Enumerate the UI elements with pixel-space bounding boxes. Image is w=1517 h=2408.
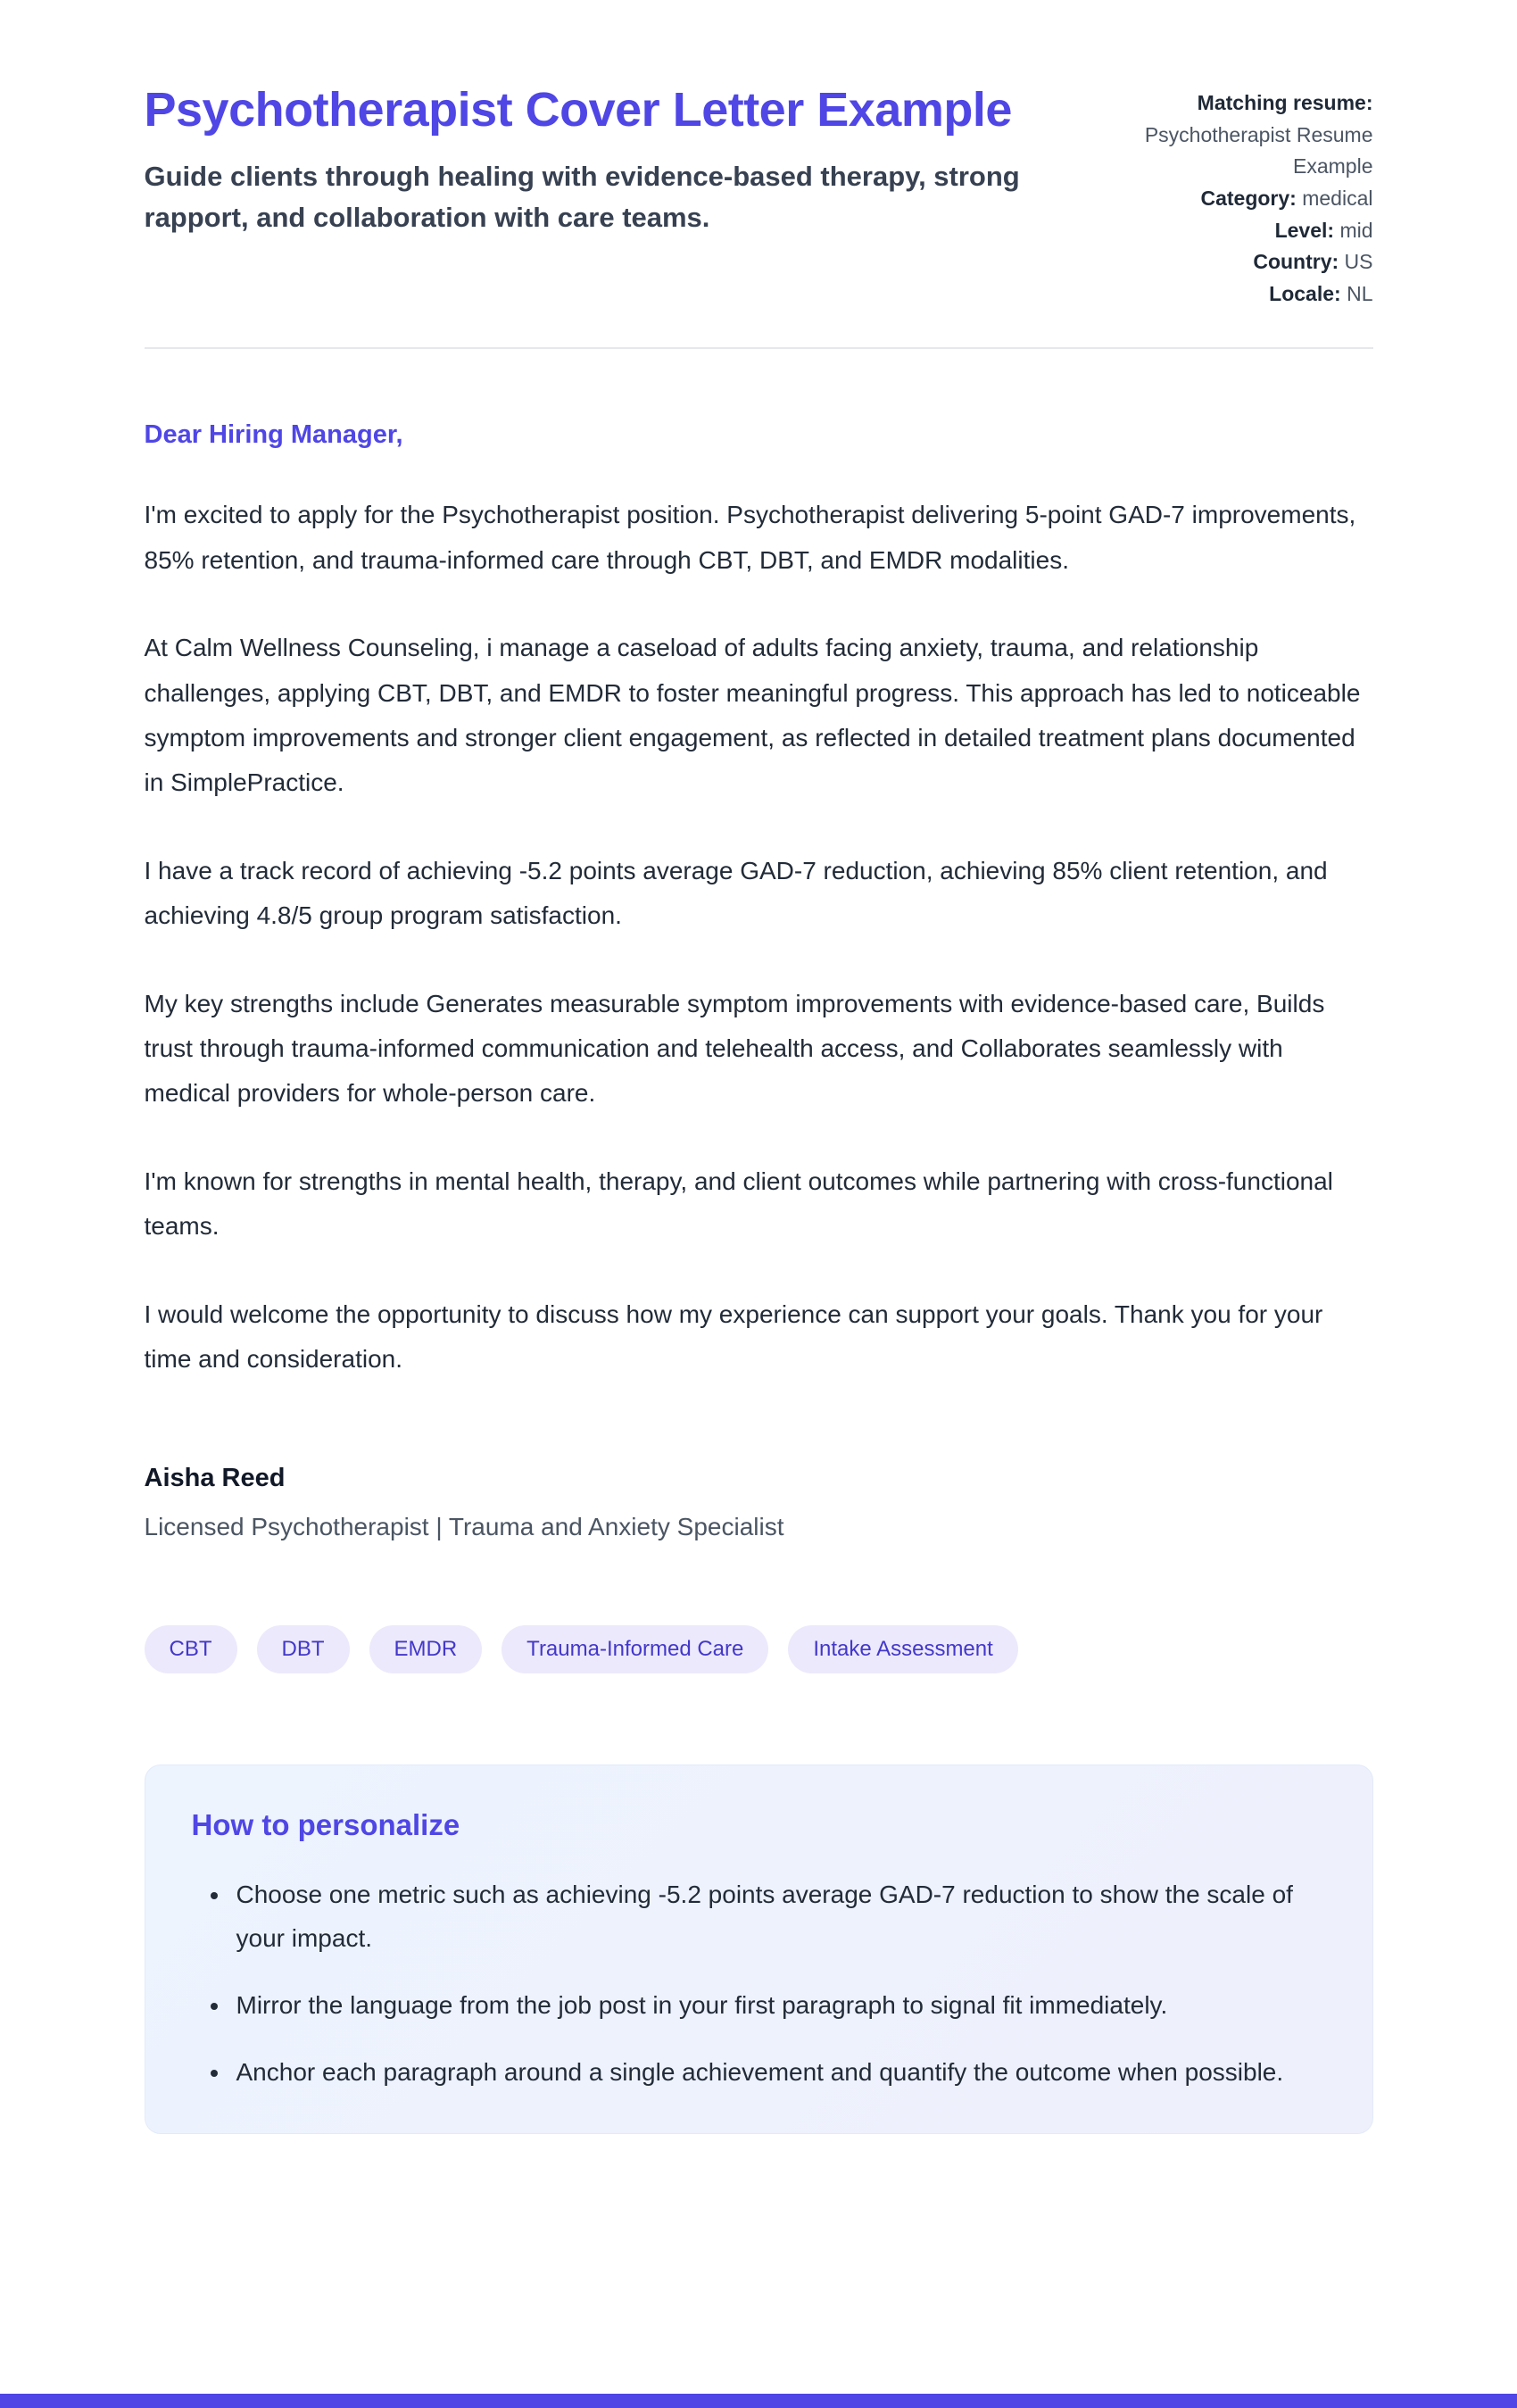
skill-tag-cbt: CBT <box>145 1625 237 1673</box>
letter-paragraph-2: At Calm Wellness Counseling, i manage a caseload of adults facing anxiety, trauma, and relationship challenges, applying CBT, DBT, and EMDR to foster meaningful progress. This approach has led to noticeable symptom improvements and stronger client engagement, as reflected in detailed treatment plans documented in SimplePractice. <box>144 634 1361 797</box>
letter-body <box>145 420 1373 1541</box>
letter-paragraph-3: I have a track record of achieving -5.2 points average GAD-7 reduction, achieving 85% client retention, and achieving 4.8/5 group program satisfaction. <box>144 856 1328 930</box>
personalize-tip-list <box>192 1872 1326 2094</box>
bottom-spacer <box>0 2134 1517 2394</box>
letter-greeting: Dear Hiring Manager, <box>144 420 403 450</box>
skill-tag-dbt: DBT <box>257 1625 350 1673</box>
signature-role: Licensed Psychotherapist | Trauma and Anxiety Specialist <box>144 1513 784 1541</box>
meta-locale-value: NL <box>1347 281 1373 305</box>
page-header <box>145 82 1373 310</box>
skill-tag-intake-assessment: Intake Assessment <box>788 1625 1017 1673</box>
skill-tag-emdr: EMDR <box>369 1625 483 1673</box>
meta-country-label: Country: <box>1253 250 1339 274</box>
meta-locale <box>1092 278 1373 311</box>
page-subtitle: Guide clients through healing with evidence-based therapy, strong rapport, and collaboration with care teams. <box>144 160 1020 234</box>
cover-letter-page <box>145 0 1373 2134</box>
header-title-block <box>145 82 1073 239</box>
meta-category <box>1092 183 1373 215</box>
meta-matching-resume <box>1092 87 1373 183</box>
meta-country <box>1092 246 1373 278</box>
letter-paragraph-6: I would welcome the opportunity to discuss how my experience can support your goals. Thank you for your time and consideration. <box>144 1299 1323 1373</box>
header-divider <box>145 347 1373 349</box>
page-title: Psychotherapist Cover Letter Example <box>144 83 1012 137</box>
letter-paragraph-1: I'm excited to apply for the Psychotherapist position. Psychotherapist delivering 5-point GAD-7 improvements, 85% retention, and trauma-informed care through CBT, DBT, and EMDR modalities. <box>144 501 1356 574</box>
personalize-heading: How to personalize <box>191 1808 460 1842</box>
skill-tag-trauma-informed-care: Trauma-Informed Care <box>502 1625 768 1673</box>
personalize-tip-1: • Choose one metric such as achieving -5.2 points average GAD-7 reduction to show the scale of your impact. <box>231 1872 1326 1960</box>
signature-name: Aisha Reed <box>144 1464 286 1493</box>
meta-locale-label: Locale: <box>1269 281 1341 305</box>
meta-level <box>1092 215 1373 247</box>
resume-meta-panel <box>1092 82 1373 310</box>
meta-country-value: US <box>1344 250 1373 274</box>
footer-accent-bar <box>0 2394 1517 2408</box>
letter-paragraph-5: I'm known for strengths in mental health, therapy, and client outcomes while partnering with cross-functional teams. <box>144 1167 1333 1241</box>
meta-matching-resume-label: Matching resume: <box>1197 91 1373 114</box>
personalize-tip-3: • Anchor each paragraph around a single achievement and quantify the outcome when possible. <box>231 2050 1326 2094</box>
personalize-tip-2: • Mirror the language from the job post in your first paragraph to signal fit immediately. <box>231 1983 1326 2027</box>
meta-level-label: Level: <box>1274 218 1335 242</box>
skill-tags-row <box>145 1625 1373 1673</box>
meta-level-value: mid <box>1339 218 1373 242</box>
letter-paragraph-4: My key strengths include Generates measurable symptom improvements with evidence-based care, Builds trust through trauma-informed communication and telehealth access, and Collaborates seamlessly with medical providers for whole-person care. <box>144 989 1325 1108</box>
meta-matching-resume-value: Psychotherapist Resume Example <box>1144 122 1373 179</box>
meta-category-label: Category: <box>1200 186 1297 210</box>
meta-category-value: medical <box>1302 186 1373 210</box>
how-to-personalize-box <box>145 1764 1373 2134</box>
